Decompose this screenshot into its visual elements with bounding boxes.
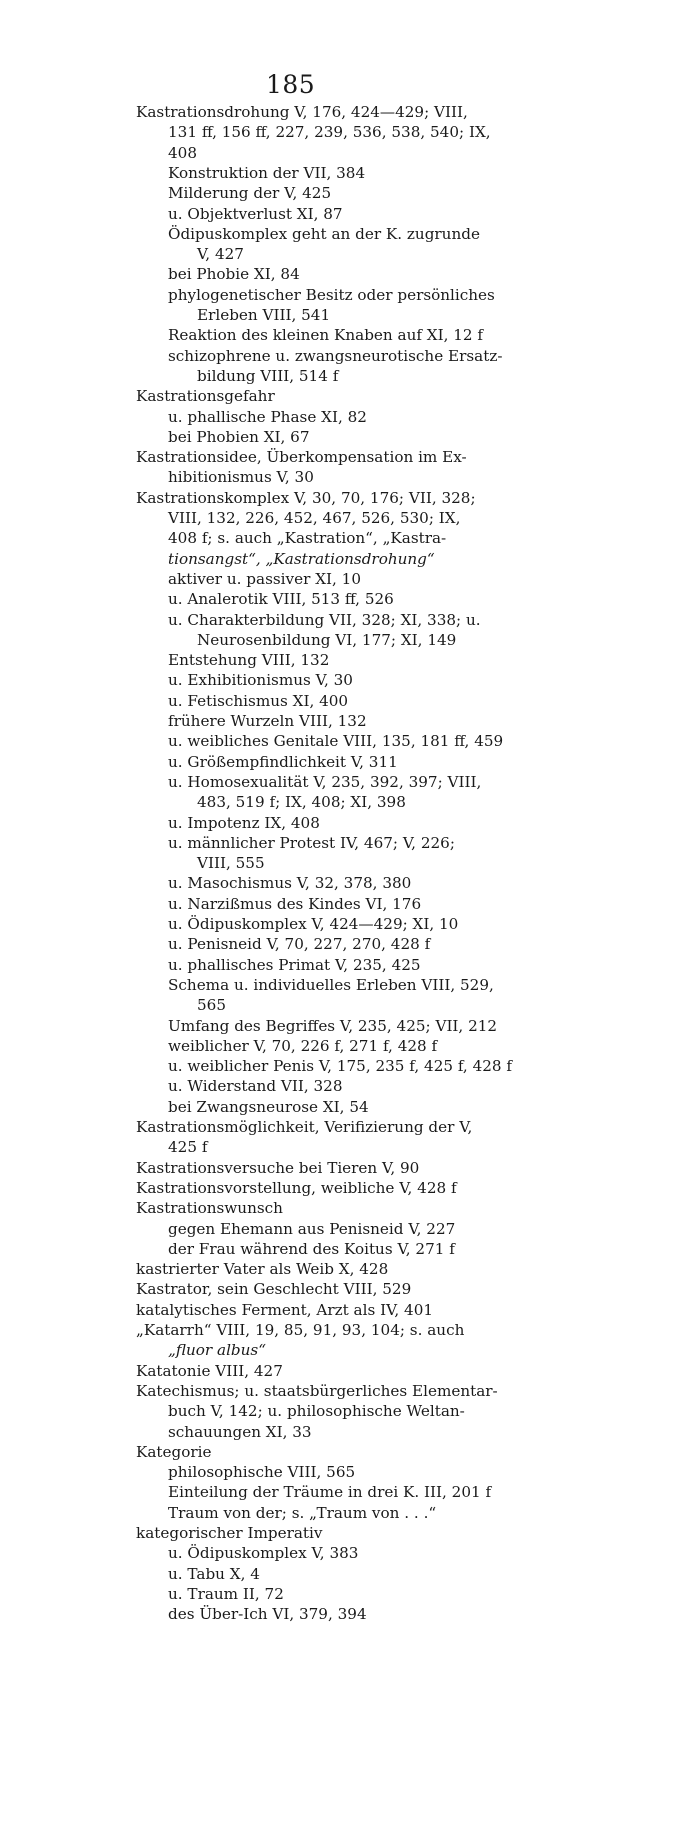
page-number: 185 (266, 70, 316, 99)
index-subentry: u. Narzißmus des Kindes VI, 176 (168, 894, 422, 913)
index-entry-continuation: „fluor albus“ (168, 1341, 266, 1360)
index-entry: Kastrationswunsch (136, 1199, 283, 1218)
index-subentry: weiblicher V, 70, 226 f, 271 f, 428 f (168, 1036, 438, 1055)
index-subentry: bei Phobien XI, 67 (168, 427, 310, 446)
index-subentry: frühere Wurzeln VIII, 132 (168, 712, 367, 730)
index-subentry: Einteilung der Träume in drei K. III, 201 f (168, 1483, 492, 1502)
index-subentry: Reaktion des kleinen Knaben auf XI, 12 f (168, 326, 484, 345)
index-entry-continuation: 408 f; s. auch „Kastration“, „Kastra- (168, 529, 447, 548)
index-entry: Kategorie (136, 1442, 212, 1461)
index-subentry: u. weiblicher Penis V, 175, 235 f, 425 f, 428 f (168, 1057, 513, 1076)
index-entry: Kastrationsidee, Überkompensation im Ex- (136, 448, 467, 467)
index-entry: Kastrationsgefahr (136, 387, 275, 406)
index-subentry-continuation: VIII, 555 (197, 854, 265, 873)
index-subentry: philosophische VIII, 565 (168, 1463, 356, 1482)
index-subentry: u. Objektverlust XI, 87 (168, 204, 343, 223)
index-subentry: u. phallische Phase XI, 82 (168, 407, 367, 426)
index-subentry: Konstruktion der VII, 384 (168, 163, 366, 182)
index-subentry-continuation: V, 427 (197, 245, 244, 264)
index-subentry: gegen Ehemann aus Penisneid V, 227 (168, 1219, 456, 1238)
index-subentry-continuation: 483, 519 f; IX, 408; XI, 398 (197, 793, 406, 812)
index-subentry-continuation: Neurosenbildung VI, 177; XI, 149 (197, 630, 457, 649)
index-entry: Kastrationskomplex V, 30, 70, 176; VII, 328; (136, 488, 476, 507)
index-subentry: der Frau während des Koitus V, 271 f (168, 1239, 455, 1258)
index-subentry: u. Größempfindlichkeit V, 311 (168, 752, 398, 771)
index-subentry: u. Homosexualität V, 235, 392, 397; VIII, (168, 772, 482, 791)
index-subentry: Schema u. individuelles Erleben VIII, 529, (168, 975, 494, 994)
index-subentry: u. Impotenz IX, 408 (168, 813, 320, 832)
index-entry-continuation: tionsangst“, „Kastrationsdrohung“ (168, 549, 435, 568)
index-subentry-continuation: bildung VIII, 514 f (197, 366, 339, 385)
index-subentry: Entstehung VIII, 132 (168, 651, 330, 670)
index-subentry: u. Charakterbildung VII, 328; XI, 338; u. (168, 610, 481, 629)
index-subentry: u. Exhibitionismus V, 30 (168, 671, 353, 690)
index-entry: „Katarrh“ VIII, 19, 85, 91, 93, 104; s. auch (136, 1321, 465, 1339)
index-subentry: aktiver u. passiver XI, 10 (168, 569, 361, 588)
index-entry-continuation: 408 (168, 143, 197, 162)
index-subentry: bei Zwangsneurose XI, 54 (168, 1097, 369, 1116)
index-entry: Kastrationsvorstellung, weibliche V, 428 f (136, 1178, 457, 1197)
index-entry: katalytisches Ferment, Arzt als IV, 401 (136, 1300, 434, 1319)
index-subentry: u. Penisneid V, 70, 227, 270, 428 f (168, 935, 431, 954)
index-subentry: u. Fetischismus XI, 400 (168, 691, 349, 710)
index-entry: Katatonie VIII, 427 (136, 1361, 283, 1380)
index-subentry: Milderung der V, 425 (168, 184, 332, 203)
index-subentry: u. Tabu X, 4 (168, 1564, 260, 1583)
index-entry-continuation: VIII, 132, 226, 452, 467, 526, 530; IX, (168, 509, 461, 527)
index-entry: Kastrationsversuche bei Tieren V, 90 (136, 1158, 420, 1177)
index-subentry: u. Widerstand VII, 328 (168, 1077, 343, 1096)
index-subentry-continuation: 565 (197, 996, 226, 1015)
index-subentry: u. männlicher Protest IV, 467; V, 226; (168, 833, 455, 852)
index-subentry: u. Analerotik VIII, 513 ff, 526 (168, 590, 394, 609)
index-subentry: bei Phobie XI, 84 (168, 265, 300, 284)
index-entry: kategorischer Imperativ (136, 1524, 323, 1542)
index-subentry: u. Traum II, 72 (168, 1584, 284, 1603)
index-subentry: schizophrene u. zwangsneurotische Ersatz- (168, 346, 503, 365)
index-subentry: phylogenetischer Besitz oder persönliches (168, 285, 495, 304)
index-subentry: u. Ödipuskomplex V, 383 (168, 1544, 359, 1563)
index-entry-continuation: buch V, 142; u. philosophische Weltan- (168, 1402, 465, 1421)
index-subentry: des Über-Ich VI, 379, 394 (168, 1605, 367, 1624)
index-entry: Kastrationsdrohung V, 176, 424—429; VIII, (136, 103, 468, 121)
index-entry-continuation: 131 ff, 156 ff, 227, 239, 536, 538, 540; IX, (168, 123, 491, 142)
index-subentry-continuation: Erleben VIII, 541 (197, 306, 331, 324)
index-subentry: Ödipuskomplex geht an der K. zugrunde (168, 224, 480, 243)
index-subentry: Umfang des Begriffes V, 235, 425; VII, 212 (168, 1016, 498, 1035)
index-subentry: u. Masochismus V, 32, 378, 380 (168, 874, 412, 893)
index-entry-continuation: 425 f (168, 1138, 208, 1157)
index-entry: Kastrator, sein Geschlecht VIII, 529 (136, 1280, 412, 1299)
index-subentry: u. phallisches Primat V, 235, 425 (168, 955, 421, 974)
index-subentry: u. weibliches Genitale VIII, 135, 181 ff, 459 (168, 732, 504, 751)
index-entry-continuation: schauungen XI, 33 (168, 1422, 312, 1441)
index-entry: Katechismus; u. staatsbürgerliches Elementar- (136, 1381, 498, 1400)
index-subentry: u. Ödipuskomplex V, 424—429; XI, 10 (168, 915, 459, 933)
index-entry: Kastrationsmöglichkeit, Verifizierung der V, (136, 1118, 473, 1136)
index-entry: kastrierter Vater als Weib X, 428 (136, 1260, 389, 1279)
index-subentry: Traum von der; s. „Traum von . . .“ (168, 1503, 437, 1522)
index-entry-continuation: hibitionismus V, 30 (168, 468, 314, 487)
